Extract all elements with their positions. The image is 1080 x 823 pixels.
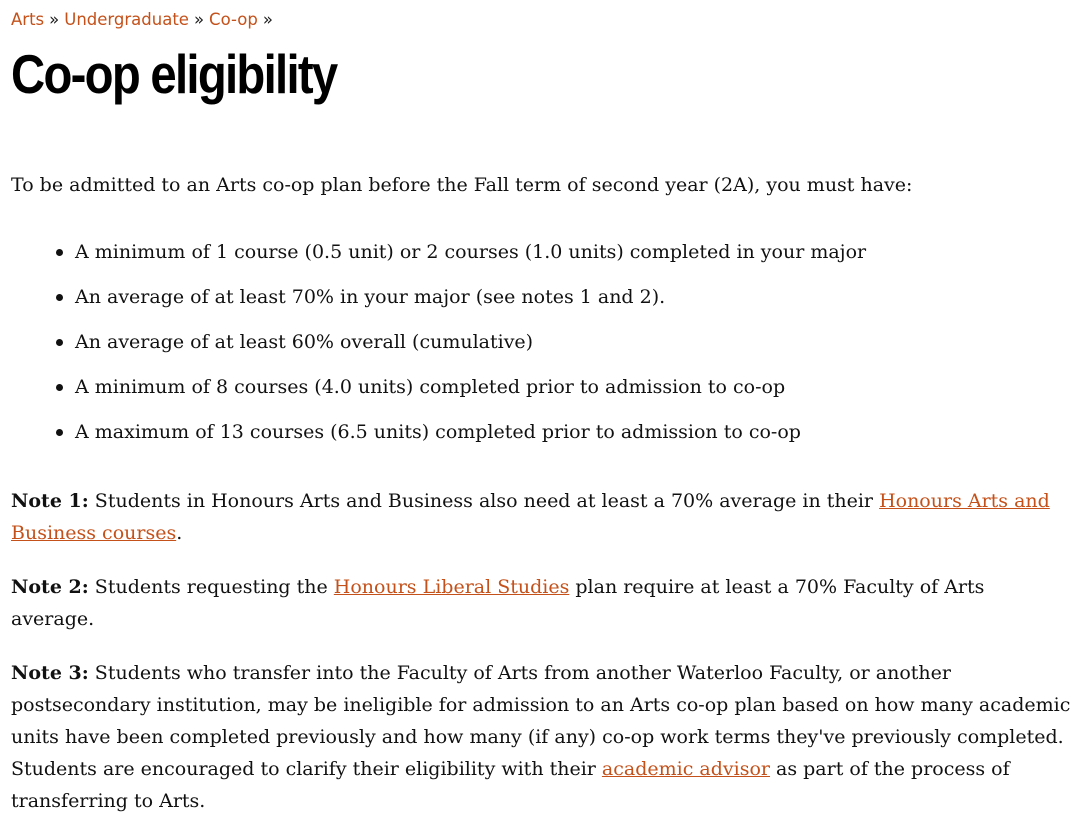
breadcrumb-separator: » xyxy=(193,10,205,29)
note-2-text: Students requesting the xyxy=(88,576,334,598)
note-1-label: Note 1: xyxy=(11,490,89,512)
requirement-text: A minimum of 1 course (0.5 unit) or 2 courses (1.0 units) completed in your major xyxy=(75,241,867,263)
honours-liberal-studies-link[interactable]: Honours Liberal Studies xyxy=(333,576,570,598)
intro-paragraph: To be admitted to an Arts co-op plan before the Fall term of second year (2A), you must have: xyxy=(11,174,913,196)
list-item xyxy=(11,326,866,371)
breadcrumb-link-co-op[interactable]: Co-op xyxy=(209,10,258,29)
note-1 xyxy=(11,485,1073,549)
requirement-text: A minimum of 8 courses (4.0 units) completed prior to admission to co-op xyxy=(75,376,786,398)
bullet-icon xyxy=(56,294,63,301)
note-2-text-end: plan require at least a 70% Faculty of Arts average. xyxy=(11,576,985,630)
list-item xyxy=(11,236,866,281)
list-item xyxy=(11,281,866,326)
bullet-icon xyxy=(56,339,63,346)
requirement-text: A maximum of 13 courses (6.5 units) completed prior to admission to co-op xyxy=(75,421,801,443)
note-3-text-end: as part of the process of transferring to Arts. xyxy=(11,758,1010,812)
academic-advisor-link[interactable]: academic advisor xyxy=(601,758,770,780)
bullet-icon xyxy=(56,249,63,256)
requirement-text: An average of at least 70% in your major (see notes 1 and 2). xyxy=(75,286,666,308)
note-2-label: Note 2: xyxy=(11,576,89,598)
breadcrumb-link-undergraduate[interactable]: Undergraduate xyxy=(64,10,189,29)
requirement-text: An average of at least 60% overall (cumulative) xyxy=(75,331,534,353)
breadcrumb-separator: » xyxy=(49,10,60,29)
honours-arts-business-courses-link[interactable]: Honours Arts and Business courses xyxy=(11,490,1050,544)
page-title: Co-op eligibility xyxy=(11,43,337,105)
page-content xyxy=(11,0,1073,812)
breadcrumb-link-arts[interactable]: Arts xyxy=(11,10,45,29)
breadcrumb xyxy=(11,9,1073,31)
bullet-icon xyxy=(56,429,63,436)
list-item xyxy=(11,371,866,416)
note-1-text: Students in Honours Arts and Business also need at least a 70% average in their xyxy=(88,490,880,512)
list-item xyxy=(11,416,866,461)
note-1-text-end: . xyxy=(176,522,183,544)
breadcrumb-separator: » xyxy=(262,10,273,29)
requirements-list xyxy=(11,236,866,461)
note-3 xyxy=(11,657,1073,817)
note-2 xyxy=(11,571,1073,635)
bullet-icon xyxy=(56,384,63,391)
note-3-text: Students who transfer into the Faculty of Arts from another Waterloo Faculty, or another postsecondary institution, may be ineligible for admission to an Arts co-op plan based on how many academic units have been completed previously and how many (if any) co-op work terms they've previously completed. Students are encouraged to clarify their eligibility with their xyxy=(11,662,1071,780)
note-3-label: Note 3: xyxy=(11,662,89,684)
